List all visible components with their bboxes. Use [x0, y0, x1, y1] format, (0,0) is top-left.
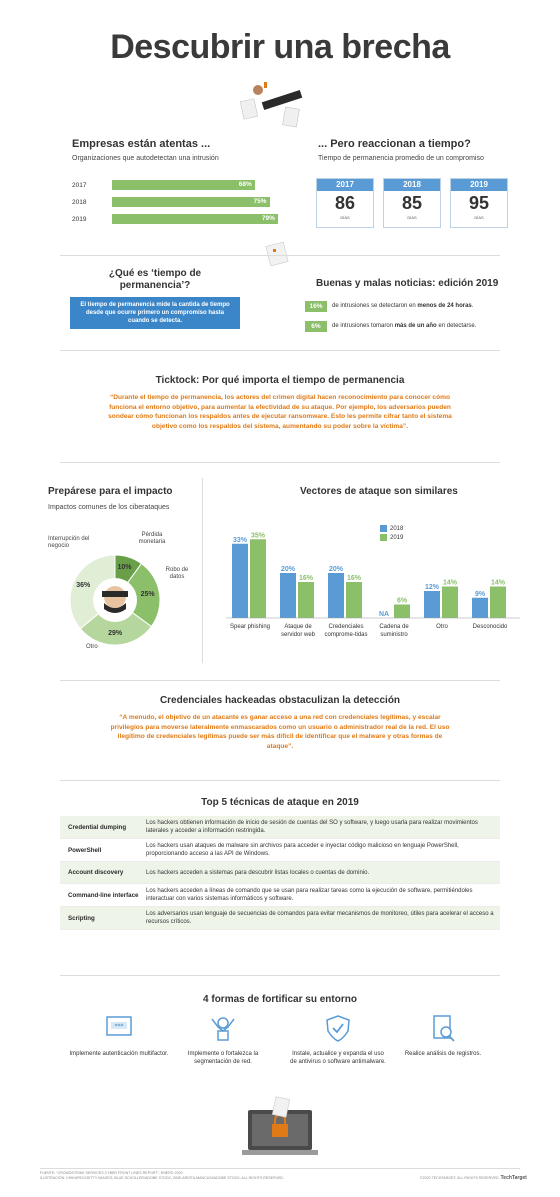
fortify-heading: 4 formas de fortificar su entorno — [203, 994, 357, 1005]
x-tick-label: Spear phishing — [229, 624, 271, 630]
calendar-card — [450, 178, 508, 228]
bar-value-label: 14% — [490, 579, 506, 587]
detect-bar-row — [72, 214, 278, 224]
section-divider — [60, 462, 500, 463]
technique-name: Credential dumping — [68, 823, 127, 831]
fortify-tip: Realice análisis de registros. — [404, 1051, 482, 1057]
technique-description: Los hackers obtienen información de inicio de sesión de cuentas del SO y software, y luego usarla para realizar movimientos laterales y acceder a información restringida. — [146, 820, 478, 834]
impact-subheading: Impactos comunes de los ciberataques — [48, 504, 170, 511]
pie-label-monetary: Pérdida monetaria — [138, 532, 166, 545]
techniques-heading: Top 5 técnicas de ataque en 2019 — [201, 797, 359, 808]
attack-vectors-chart — [220, 500, 530, 625]
shield-check-icon — [323, 1013, 353, 1043]
pie-label-data-theft: Robo de datos — [165, 567, 189, 580]
credentials-heading: Credenciales hackeadas obstaculizan la detección — [159, 695, 401, 706]
x-tick-label: Otro — [436, 624, 448, 630]
legend-label: 2019 — [390, 534, 404, 541]
ticktock-quote: “Durante el tiempo de permanencia, los actores del crimen digital hacen reconocimiento para conocer cómo funciona el entorno objetivo, para aumentar la efectividad de su ataque. Por ejemplo, los adversarios pueden sondear cómo funcionan los respaldos antes de ejecutar ransomware. Esto les permite cifrar tanto el sistema objetivo como los respaldos del sistema, aumentando su poder sobre la víctima”. — [108, 394, 452, 430]
x-tick-label: Desconocido — [472, 624, 508, 630]
dwell-subheading: Tiempo de permanencia promedio de un compromiso — [318, 155, 484, 162]
bar-value-label: 16% — [346, 575, 362, 582]
bar-value-label: 20% — [280, 566, 296, 573]
bar-2019 — [346, 582, 362, 618]
bar-value-label: 14% — [442, 579, 458, 587]
section-divider — [60, 975, 500, 976]
x-tick-label: Ataque de servidor web — [280, 624, 315, 638]
pie-label-interruption: Interrupción del negocio — [48, 536, 90, 549]
bar-value-label: 16% — [298, 575, 314, 582]
bar-year: 2018 — [72, 198, 87, 206]
network-segmentation-icon — [208, 1013, 238, 1043]
bar-value-label: 9% — [474, 590, 486, 598]
technique-name: Account discovery — [68, 869, 124, 876]
section-divider — [60, 350, 500, 351]
impact-pie-chart — [60, 545, 170, 655]
calendar-unit: DÍAS — [407, 215, 417, 220]
chart-title: Vectores de ataque son similares — [300, 486, 458, 497]
bar-2018 — [472, 598, 488, 618]
document-icon — [264, 240, 292, 268]
footer-divider — [40, 1168, 520, 1169]
bar-2019 — [250, 539, 266, 618]
impact-heading: Prepárese para el impacto — [48, 486, 173, 497]
bar-2019 — [490, 587, 506, 619]
pie-value-label: 25% — [140, 590, 155, 598]
technique-description: Los hackers usan ataques de malware sin archivos para acceder e inyectar código malicioso en lenguaje PowerShell, proporcionando acceso a las API de Windows. — [146, 843, 459, 857]
technique-description: Los adversarios usan lenguaje de secuencias de comandos para evitar mecanismos de monitoreo, útiles para acelerar el acceso a recursos críticos. — [146, 911, 494, 925]
ticktock-heading: Ticktock: Por qué importa el tiempo de permanencia — [155, 375, 405, 386]
technique-name: PowerShell — [68, 846, 102, 854]
pie-value-label: 29% — [108, 629, 123, 637]
pie-value-label: 10% — [117, 563, 132, 571]
technique-name: Command-line interface — [68, 891, 139, 899]
footer-source-line: FUENTE: “CROWDSTRIKE SERVICES CYBER FRONT LINES REPORT”, ENERO 2020 — [40, 1171, 183, 1175]
page-title: Descubrir una brecha — [110, 28, 450, 66]
news-pct-1: 16% — [305, 301, 327, 312]
table-row — [60, 816, 500, 839]
bar-value-label: 20% — [328, 566, 344, 573]
calendar-days: 85 — [401, 193, 423, 213]
footer-copyright — [420, 1175, 527, 1181]
bar-2019 — [442, 587, 458, 619]
detect-subheading: Organizaciones que autodetectan una intrusión — [72, 155, 219, 162]
bar-value-label: 12% — [424, 584, 440, 591]
bar-fill: 68% — [112, 180, 255, 190]
news-text-1: de intrusiones se detectaron en menos de 24 horas. — [332, 303, 474, 309]
calendar-card — [316, 178, 374, 228]
definition-box: El tiempo de permanencia mide la cantida de tiempo desde que ocurre primero un compromiso hasta cuando se detecta. — [70, 297, 240, 329]
bar-value-label: 35% — [250, 532, 266, 540]
news-text-2: de intrusiones tomaron más de un año en detectarse. — [332, 323, 477, 329]
footer-source — [40, 1171, 380, 1181]
table-row — [60, 884, 500, 907]
pie-label-other: Otro — [86, 644, 98, 650]
calendar-unit: DÍAS — [474, 215, 484, 220]
definition-heading: ¿Qué es ‘tiempo de permanencia’? — [108, 268, 202, 291]
bar-fill: 79% — [112, 214, 278, 224]
technique-description: Los hackers acceden a sistemas para descubrir listas locales o cuentas de dominio. — [146, 869, 370, 876]
section-divider — [60, 780, 500, 781]
bar-value-label: 33% — [232, 536, 248, 544]
bar-2019 — [298, 582, 314, 618]
calendar-card — [383, 178, 441, 228]
svg-text:***: *** — [114, 1023, 124, 1030]
bar-fill: 75% — [112, 197, 270, 207]
footer-brand: TechTarget — [500, 1175, 527, 1181]
pie-value-label: 36% — [76, 581, 91, 589]
table-row — [60, 907, 500, 930]
section-divider — [60, 255, 500, 256]
password-screen-icon — [104, 1013, 134, 1043]
techniques-table — [60, 816, 500, 930]
calendar-days: 95 — [468, 193, 490, 213]
fortify-tip: Implemente autenticación multifactor. — [69, 1051, 169, 1057]
calendar-year: 2017 — [317, 179, 373, 191]
bar-value-label: 6% — [396, 597, 408, 605]
dwell-heading: ... Pero reaccionan a tiempo? — [318, 138, 471, 150]
bar-2019 — [394, 605, 410, 619]
footer-credits-line: ILUSTRACIÓN: CHIKAPEV/GETTY IMAGES; BLUE SCHOLLER/ADOBE STOCK; ZINE-ARISTA-MANCUSI/ADOBE STOCK; ALL RIGHTS RESERVED. — [40, 1176, 284, 1180]
bar-2018 — [328, 573, 344, 618]
credentials-quote: “A menudo, el objetivo de un atacante es ganar acceso a una red con credenciales legítimas, y escalar privilegios para moverse lateralmente enmascarados como un usuario o administrador real de la red. El uso ilegítimo de credenciales legítimas puede ser más difícil de identificar que el malware y otras formas de ataque”. — [110, 714, 450, 750]
bar-year: 2019 — [72, 215, 87, 223]
calendar-days: 86 — [334, 193, 356, 213]
calendar-unit: DÍAS — [340, 215, 350, 220]
news-pct-2: 6% — [305, 321, 327, 332]
bar-value-label: NA — [378, 611, 390, 618]
technique-name: Scripting — [68, 914, 95, 922]
log-analysis-icon — [428, 1013, 458, 1043]
fortify-tip: Implemente o fortalezca la segmentación de red. — [187, 1051, 259, 1065]
laptop-lock-illustration — [240, 1096, 320, 1166]
bar-2018 — [280, 573, 296, 618]
vertical-divider — [202, 478, 203, 663]
detect-heading: Empresas están atentas ... — [72, 138, 211, 150]
x-tick-label: Credenciales comprome-tidas — [324, 624, 368, 638]
calendar-year: 2018 — [384, 179, 440, 191]
legend-label: 2018 — [390, 525, 404, 532]
hacker-flying-illustration — [232, 78, 322, 138]
detect-bar-row — [72, 197, 270, 207]
bar-2018 — [424, 591, 440, 618]
footer-copyright-text: ©2020 TECHTARGET. ALL RIGHTS RESERVED. — [420, 1176, 500, 1180]
fortify-tip: Instale, actualice y expanda el uso de antivirus o software antimalware. — [290, 1051, 386, 1065]
bar-year: 2017 — [72, 181, 87, 189]
section-divider — [60, 680, 500, 681]
calendar-year: 2019 — [451, 179, 507, 191]
detect-bar-row — [72, 180, 255, 190]
technique-description: Los hackers acceden a líneas de comando que se usan para realizar tareas como la ejecución de software, permitiéndoles interactuar con varios sistemas informáticos y software. — [146, 888, 473, 902]
news-heading: Buenas y malas noticias: edición 2019 — [316, 278, 499, 289]
x-tick-label: Cadena de suministro — [379, 624, 409, 638]
table-row — [60, 862, 500, 884]
bar-2018 — [232, 544, 248, 618]
table-row — [60, 839, 500, 862]
